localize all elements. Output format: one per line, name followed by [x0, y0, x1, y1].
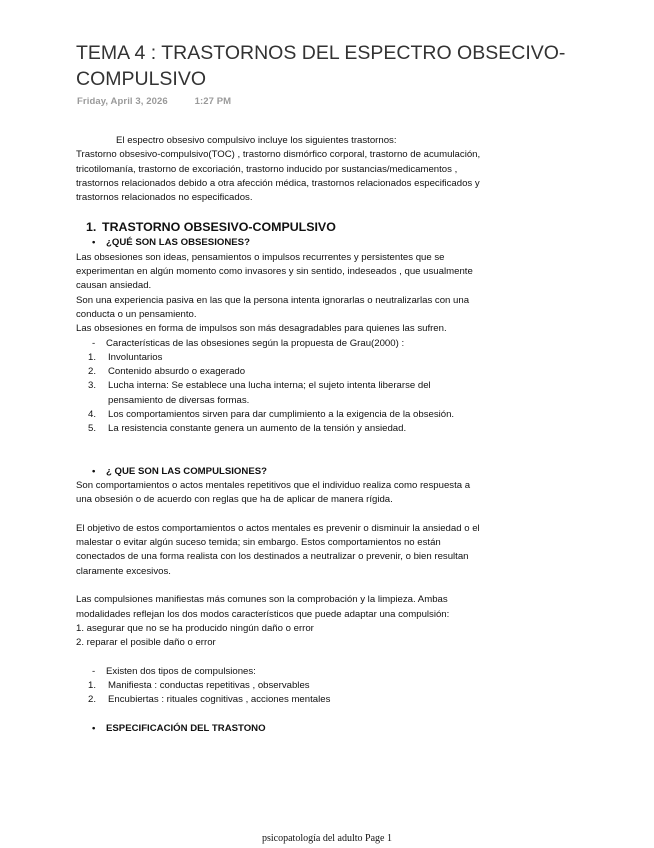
list-item	[76, 365, 486, 379]
list-number: 2.	[88, 366, 97, 378]
note-body	[76, 134, 486, 736]
subheading-obsesiones	[92, 236, 486, 250]
spacer	[76, 708, 486, 722]
paragraph: Son una experiencia pasiva en las que la persona intenta ignorarlas o neutralizarlas con una conducta o un pensamiento.	[76, 294, 470, 320]
list-number: 4.	[88, 409, 97, 421]
paragraph: Las obsesiones son ideas, pensamientos o impulsos recurrentes y persistentes que se experimentan en algún momento como invasores y sin sentido, indeseados , que usualmente causan ansiedad.	[76, 251, 473, 292]
note-timestamp	[77, 96, 231, 107]
list-item-text: Los comportamientos sirven para dar cumplimiento a la exigencia de la obsesión.	[108, 409, 455, 421]
list-item-text: La resistencia constante genera un aumento de la tensión y ansiedad.	[108, 423, 407, 435]
note-time: 1:27 PM	[194, 96, 232, 107]
spacer	[76, 651, 486, 665]
list-item	[76, 337, 486, 351]
list-item	[76, 665, 486, 679]
list-number: 1.	[88, 680, 97, 692]
subheading-label: ESPECIFICACIÓN DEL TRASTONO	[106, 722, 266, 734]
list-item-text: Encubiertas : rituales cognitivas , acciones mentales	[108, 694, 331, 706]
section-heading	[76, 219, 486, 236]
note-date: Friday, April 3, 2026	[77, 96, 168, 107]
list-item	[76, 679, 486, 693]
page-footer: psicopatología del adulto Page 1	[262, 833, 392, 844]
subheading-especificacion	[92, 722, 486, 736]
paragraph: Las compulsiones manifiestas más comunes son la comprobación y la limpieza. Ambas modalidades reflejan los dos modos característicos que puede adaptar una compulsión:	[76, 594, 450, 620]
spacer	[76, 437, 486, 465]
list-item	[76, 693, 486, 707]
list-number: 1.	[88, 351, 97, 363]
list-item-text: Manifiesta : conductas repetitivas , observables	[108, 680, 310, 692]
list-item	[76, 422, 486, 436]
subheading-label: ¿ QUE SON LAS COMPULSIONES?	[106, 465, 267, 477]
paragraph: 2. reparar el posible daño o error	[76, 637, 216, 649]
list-item-text: Existen dos tipos de compulsiones:	[106, 665, 256, 677]
list-item	[76, 351, 486, 365]
list-item-text: Involuntarios	[108, 351, 163, 363]
bullet-icon: •	[92, 465, 96, 477]
list-item-text: Lucha interna: Se establece una lucha interna; el sujeto intenta liberarse del pensamiento de diversas formas.	[108, 380, 431, 406]
dash-marker: -	[92, 665, 96, 677]
compulsion-types-list	[76, 665, 486, 708]
list-number: 3.	[88, 380, 97, 392]
paragraph: Son comportamientos o actos mentales repetitivos que el individuo realiza como respuesta a una obsesión o de acuerdo con reglas que ha de aplicar de manera rígida.	[76, 479, 471, 506]
spacer	[76, 508, 486, 522]
list-item-text: Contenido absurdo o exagerado	[108, 366, 246, 378]
section-title: TRASTORNO OBSESIVO-COMPULSIVO	[102, 220, 336, 235]
page-title: TEMA 4 : TRASTORNOS DEL ESPECTRO OBSECIVO-COMPULSIVO	[76, 42, 566, 90]
bullet-icon: •	[92, 237, 96, 249]
paragraph: El objetivo de estos comportamientos o actos mentales es prevenir o disminuir la ansiedad o el malestar o evitar algún suceso temida; sin embargo. Estos comportamientos no están conectados de una forma realista con los destinados a neutralizar o prevenir, o bien resultan claramente excesivos.	[76, 522, 480, 577]
paragraph: Las obsesiones en forma de impulsos son más desagradables para quienes las sufren.	[76, 323, 447, 335]
subheading-label: ¿QUÉ SON LAS OBSESIONES?	[106, 237, 250, 249]
bullet-icon: •	[92, 722, 96, 734]
characteristics-list	[76, 337, 486, 437]
intro-line: El espectro obsesivo compulsivo incluye los siguientes trastornos:	[116, 135, 397, 146]
list-number: 5.	[88, 423, 97, 435]
section-number: 1.	[86, 220, 97, 235]
list-item	[76, 379, 486, 408]
list-item	[76, 408, 486, 422]
intro-paragraph: Trastorno obsesivo-compulsivo(TOC) , trastorno dismórfico corporal, trastorno de acumulación, tricotilomanía, trastorno de excoriación, trastorno inducido por sustancias/medicamentos , trastornos relacionados debido a otra afección médica, trastornos relacionados especificados y trastornos relacionados no especificados.	[76, 149, 481, 204]
subheading-compulsiones	[92, 465, 486, 479]
list-number: 2.	[88, 694, 97, 706]
dash-marker: -	[92, 337, 96, 349]
spacer	[76, 579, 486, 593]
list-item-text: Características de las obsesiones según la propuesta de Grau(2000) :	[106, 337, 405, 349]
paragraph: 1. asegurar que no se ha producido ningún daño o error	[76, 622, 314, 634]
